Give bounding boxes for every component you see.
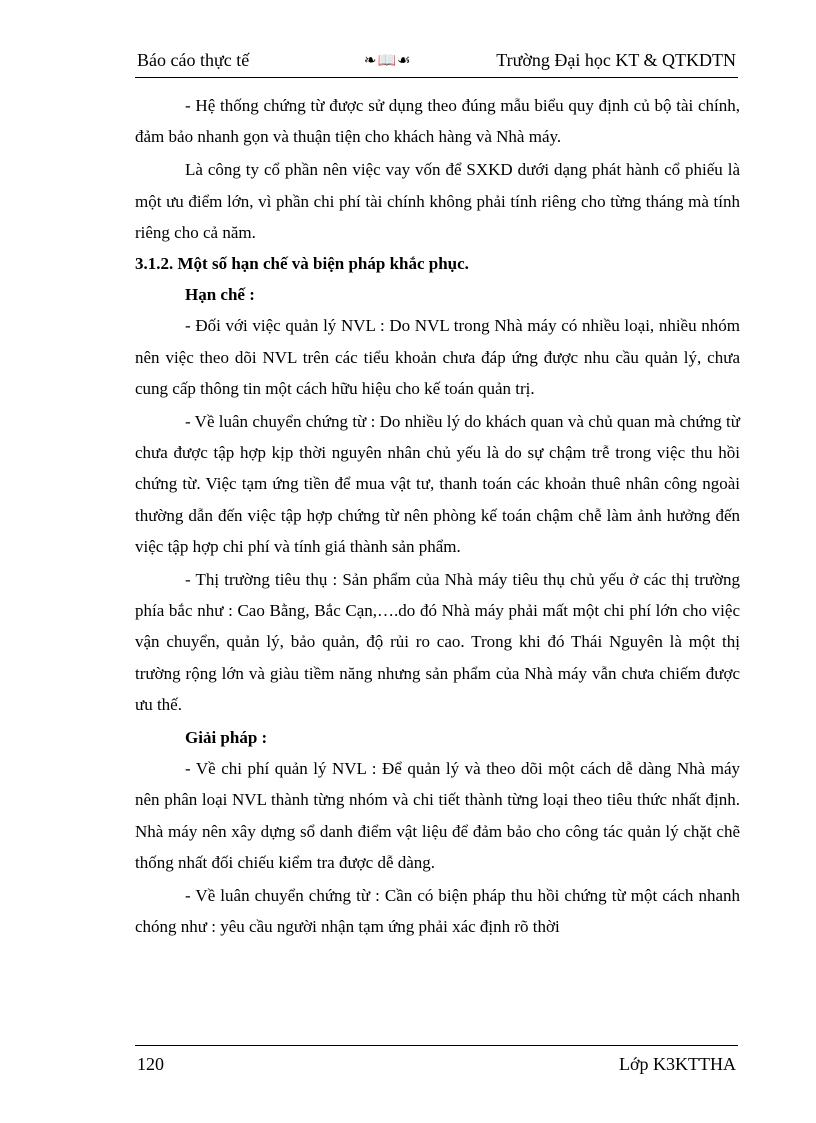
- page-footer: [137, 1054, 736, 1075]
- paragraph-document-circulation: - Về luân chuyển chứng từ : Do nhiều lý do khách quan và chủ quan mà chứng từ chưa được tập hợp kịp thời nguyên nhân chủ yếu là do sự chậm trễ trong việc thu hồi chứng từ. Việc tạm ứng tiền để mua vật tư, thanh toán các khoản thuê nhân công ngoài thường dẫn đến việc tập hợp chứng từ nên phòng kế toán chậm chễ làm ảnh hưởng đến việc tập hợp chi phí và tính giá thành sản phẩm.: [135, 412, 740, 556]
- paragraph-document-circulation-solution: - Về luân chuyển chứng từ : Cần có biện pháp thu hồi chứng từ một cách nhanh chóng như : yêu cầu người nhận tạm ứng phải xác định rõ thời: [135, 886, 740, 937]
- subheading-solutions: Giải pháp :: [185, 728, 268, 748]
- footer-class-name: Lớp K3KTTHA: [619, 1054, 736, 1074]
- book-ornament-icon: ❧📖☙: [363, 52, 412, 69]
- document-body: [135, 90, 740, 942]
- footer-divider: [135, 1045, 738, 1046]
- header-university-name: Trường Đại học KT & QTKDTN: [496, 49, 736, 70]
- header-divider: [135, 77, 738, 78]
- section-heading: 3.1.2. Một số hạn chế và biện pháp khắc phục.: [135, 254, 469, 274]
- page-header: [137, 48, 736, 72]
- paragraph-material-management: - Đối với việc quản lý NVL : Do NVL trong Nhà máy có nhiều loại, nhiều nhóm nên việc theo dõi NVL trên các tiểu khoản chưa đáp ứng được nhu cầu quản lý, chưa cung cấp thông tin một cách hữu hiệu cho kế toán quản trị.: [135, 316, 740, 398]
- paragraph-market: - Thị trường tiêu thụ : Sản phẩm của Nhà máy tiêu thụ chủ yếu ở các thị trường phía bắc như : Cao Bằng, Bắc Cạn,….do đó Nhà máy phải mất một chi phí lớn cho việc vận chuyển, quản lý, bảo quản, độ rủi ro cao. Trong khi đó Thái Nguyên là một thị trường rộng lớn và giàu tiềm năng nhưng sản phẩm của Nhà máy vẫn chưa chiếm được ưu thế.: [135, 570, 740, 714]
- paragraph-document-system: - Hệ thống chứng từ được sử dụng theo đúng mẫu biểu quy định củ bộ tài chính, đảm bảo nhanh gọn và thuận tiện cho khách hàng và Nhà máy.: [135, 96, 740, 147]
- header-report-title: Báo cáo thực tế: [137, 49, 250, 70]
- paragraph-stock-advantage: Là công ty cổ phần nên việc vay vốn để SXKD dưới dạng phát hành cổ phiếu là một ưu điểm lớn, vì phần chi phí tài chính không phải tính riêng cho từng tháng mà tính riêng cho cả năm.: [135, 160, 740, 242]
- paragraph-material-cost-solution: - Về chi phí quản lý NVL : Để quản lý và theo dõi một cách dễ dàng Nhà máy nên phân loại NVL thành từng nhóm và chi tiết thành từng loại theo tiêu thức nhất định. Nhà máy nên xây dựng sổ danh điểm vật liệu để đảm bảo cho công tác quản lý chặt chẽ thống nhất đối chiếu kiểm tra được dễ dàng.: [135, 759, 740, 872]
- page-number: 120: [137, 1054, 164, 1074]
- subheading-limitations: Hạn chế :: [185, 285, 255, 305]
